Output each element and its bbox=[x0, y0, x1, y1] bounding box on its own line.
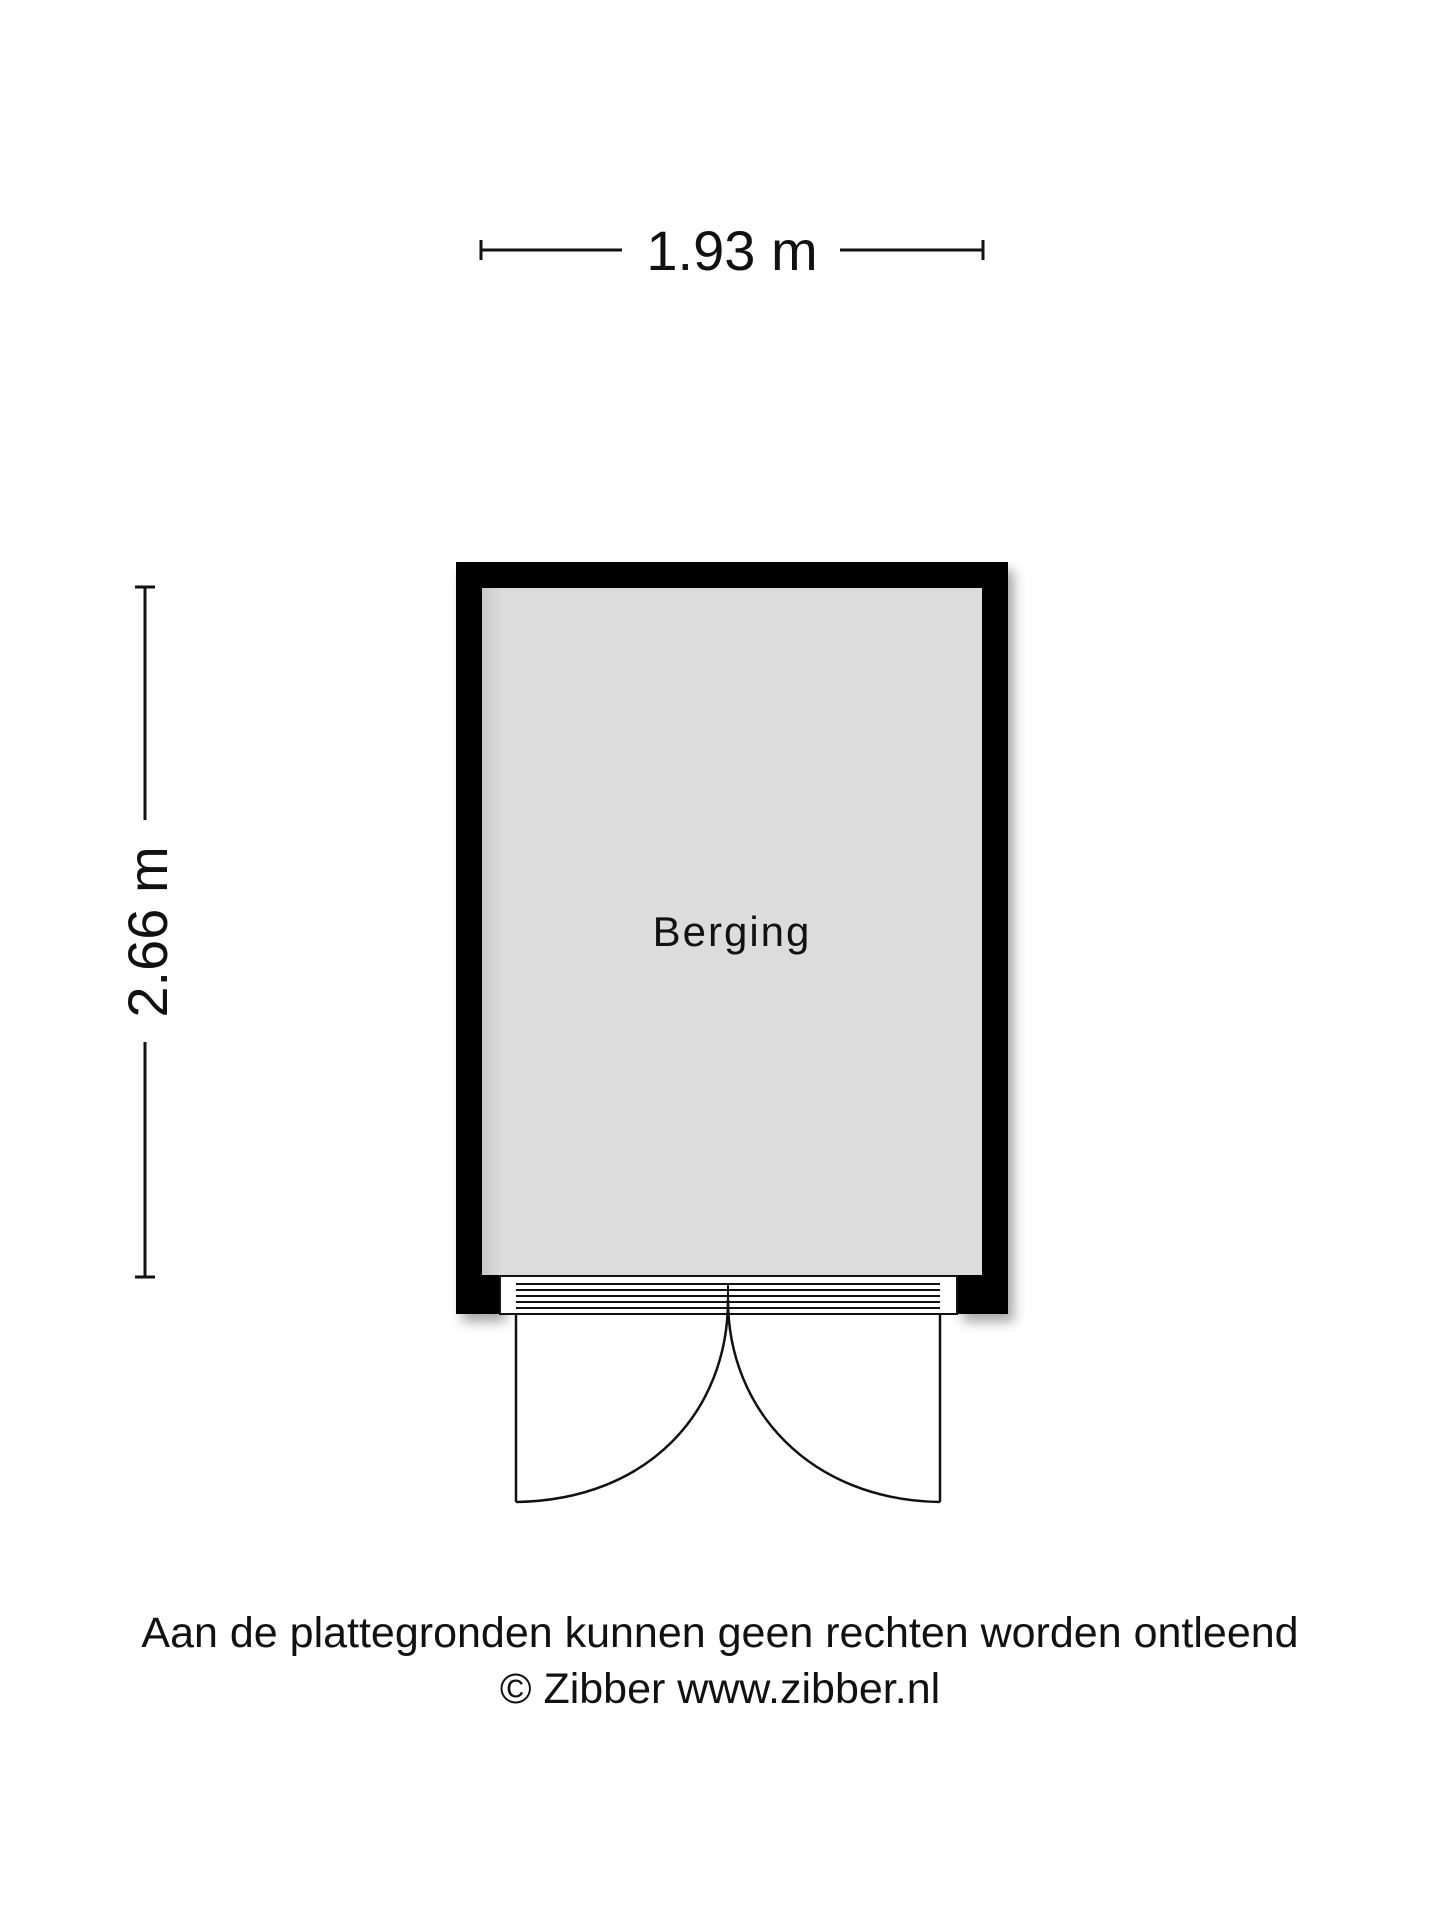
height-dimension bbox=[116, 586, 179, 1278]
width-dimension bbox=[480, 219, 984, 282]
room-label: Berging bbox=[652, 908, 812, 955]
wall-bottom-left bbox=[456, 1275, 500, 1314]
width-dimension-label: 1.93 m bbox=[646, 219, 818, 282]
disclaimer-text: Aan de plattegronden kunnen geen rechten worden ontleend bbox=[141, 1609, 1299, 1657]
wall-bottom-right bbox=[957, 1275, 1008, 1314]
height-dimension-label: 2.66 m bbox=[116, 846, 179, 1018]
wall-right bbox=[982, 562, 1008, 1314]
door-swing-arc-right bbox=[728, 1300, 940, 1502]
wall-top bbox=[456, 562, 1008, 588]
double-door bbox=[516, 1300, 940, 1502]
copyright-text: © Zibber www.zibber.nl bbox=[499, 1665, 941, 1713]
room-berging bbox=[456, 562, 1008, 1314]
door-swing-arc-left bbox=[516, 1300, 728, 1502]
wall-left bbox=[456, 562, 482, 1314]
